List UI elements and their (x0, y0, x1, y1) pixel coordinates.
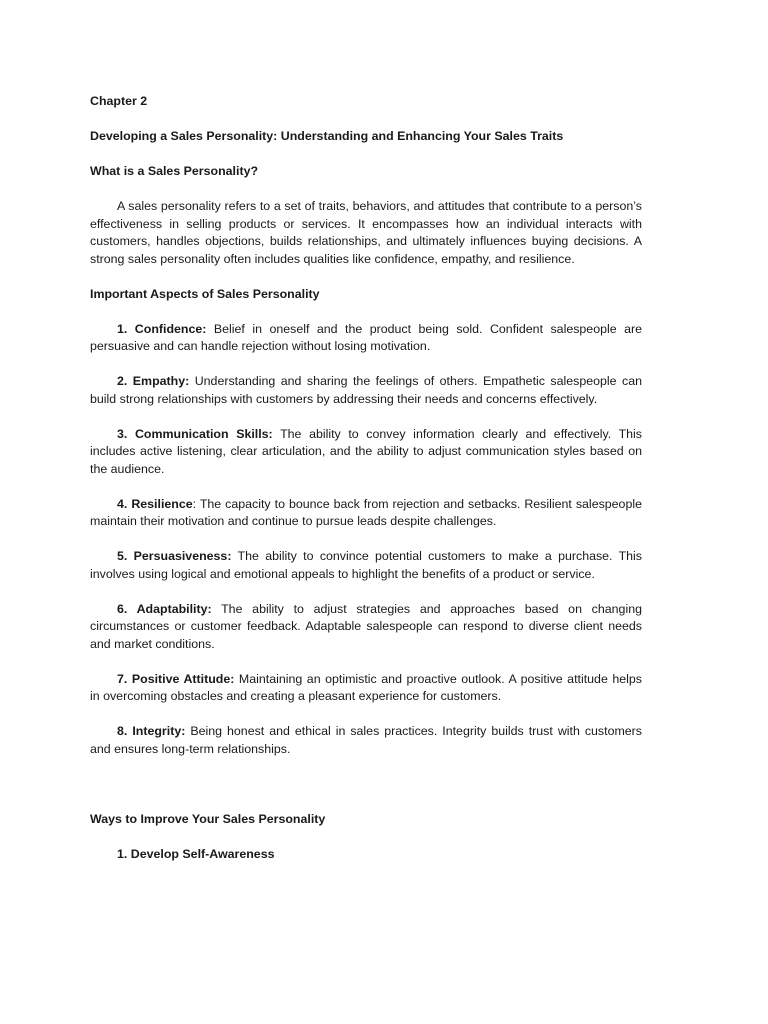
aspect-label: 8. Integrity: (117, 724, 186, 738)
section-heading-what: What is a Sales Personality? (90, 164, 259, 178)
aspect-text: Maintaining an optimistic and proactive outlook. A positive attitude helps in overcoming obstacles and creating a pleasant experience for customers. (90, 671, 642, 703)
aspect-item (90, 426, 642, 479)
aspect-label: 6. Adaptability: (117, 601, 212, 616)
chapter-label: Chapter 2 (90, 94, 148, 108)
aspect-text: Being honest and ethical in sales practices. Integrity builds trust with customers and ensures long-term relationships. (90, 724, 642, 756)
aspect-label: 5. Persuasiveness: (117, 549, 232, 563)
aspect-item (90, 548, 642, 583)
aspect-item (90, 321, 642, 356)
document-page (90, 93, 642, 863)
aspect-item (90, 671, 642, 706)
aspect-label: 3. Communication Skills: (117, 426, 273, 441)
aspect-text: : The capacity to bounce back from rejection and setbacks. Resilient salespeople maintain their motivation and continue to pursue leads despite challenges. (90, 496, 642, 528)
aspect-text: The ability to convey information clearly and effectively. This includes active listening, clear articulation, and the ability to adjust communication styles based on the audience. (90, 426, 643, 476)
aspect-text: Understanding and sharing the feelings of others. Empathetic salespeople can build strong relationships with customers by addressing their needs and concerns effectively. (90, 374, 642, 406)
ways-item: 1. Develop Self-Awareness (117, 846, 275, 861)
aspect-label: 4. Resilience (117, 496, 193, 511)
chapter-title: Developing a Sales Personality: Understanding and Enhancing Your Sales Traits (90, 129, 564, 143)
aspect-item (90, 601, 642, 654)
aspect-label: 1. Confidence: (117, 321, 207, 336)
aspect-label: 2. Empathy: (117, 374, 190, 388)
aspect-item (90, 723, 642, 758)
aspect-label: 7. Positive Attitude: (117, 671, 235, 686)
aspect-item (90, 373, 642, 408)
aspect-item (90, 496, 642, 531)
aspect-text: The ability to convince potential customers to make a purchase. This involves using logical and emotional appeals to highlight the benefits of a product or service. (90, 549, 642, 581)
blank-spacer (90, 776, 642, 811)
section-heading-aspects: Important Aspects of Sales Personality (90, 286, 320, 301)
aspect-text: Belief in oneself and the product being sold. Confident salespeople are persuasive and can handle rejection without losing motivation. (90, 321, 642, 353)
section-heading-ways: Ways to Improve Your Sales Personality (90, 811, 326, 826)
aspect-text: The ability to adjust strategies and approaches based on changing circumstances or customer feedback. Adaptable salespeople can respond to diverse client needs and market conditions. (90, 601, 642, 651)
intro-paragraph: A sales personality refers to a set of traits, behaviors, and attitudes that contribute to a person’s effectiveness in selling products or services. It encompasses how an individual interacts with customers, handles objections, builds relationships, and ultimately influences buying decisions. A strong sales personality often includes qualities like confidence, empathy, and resilience. (90, 199, 642, 266)
